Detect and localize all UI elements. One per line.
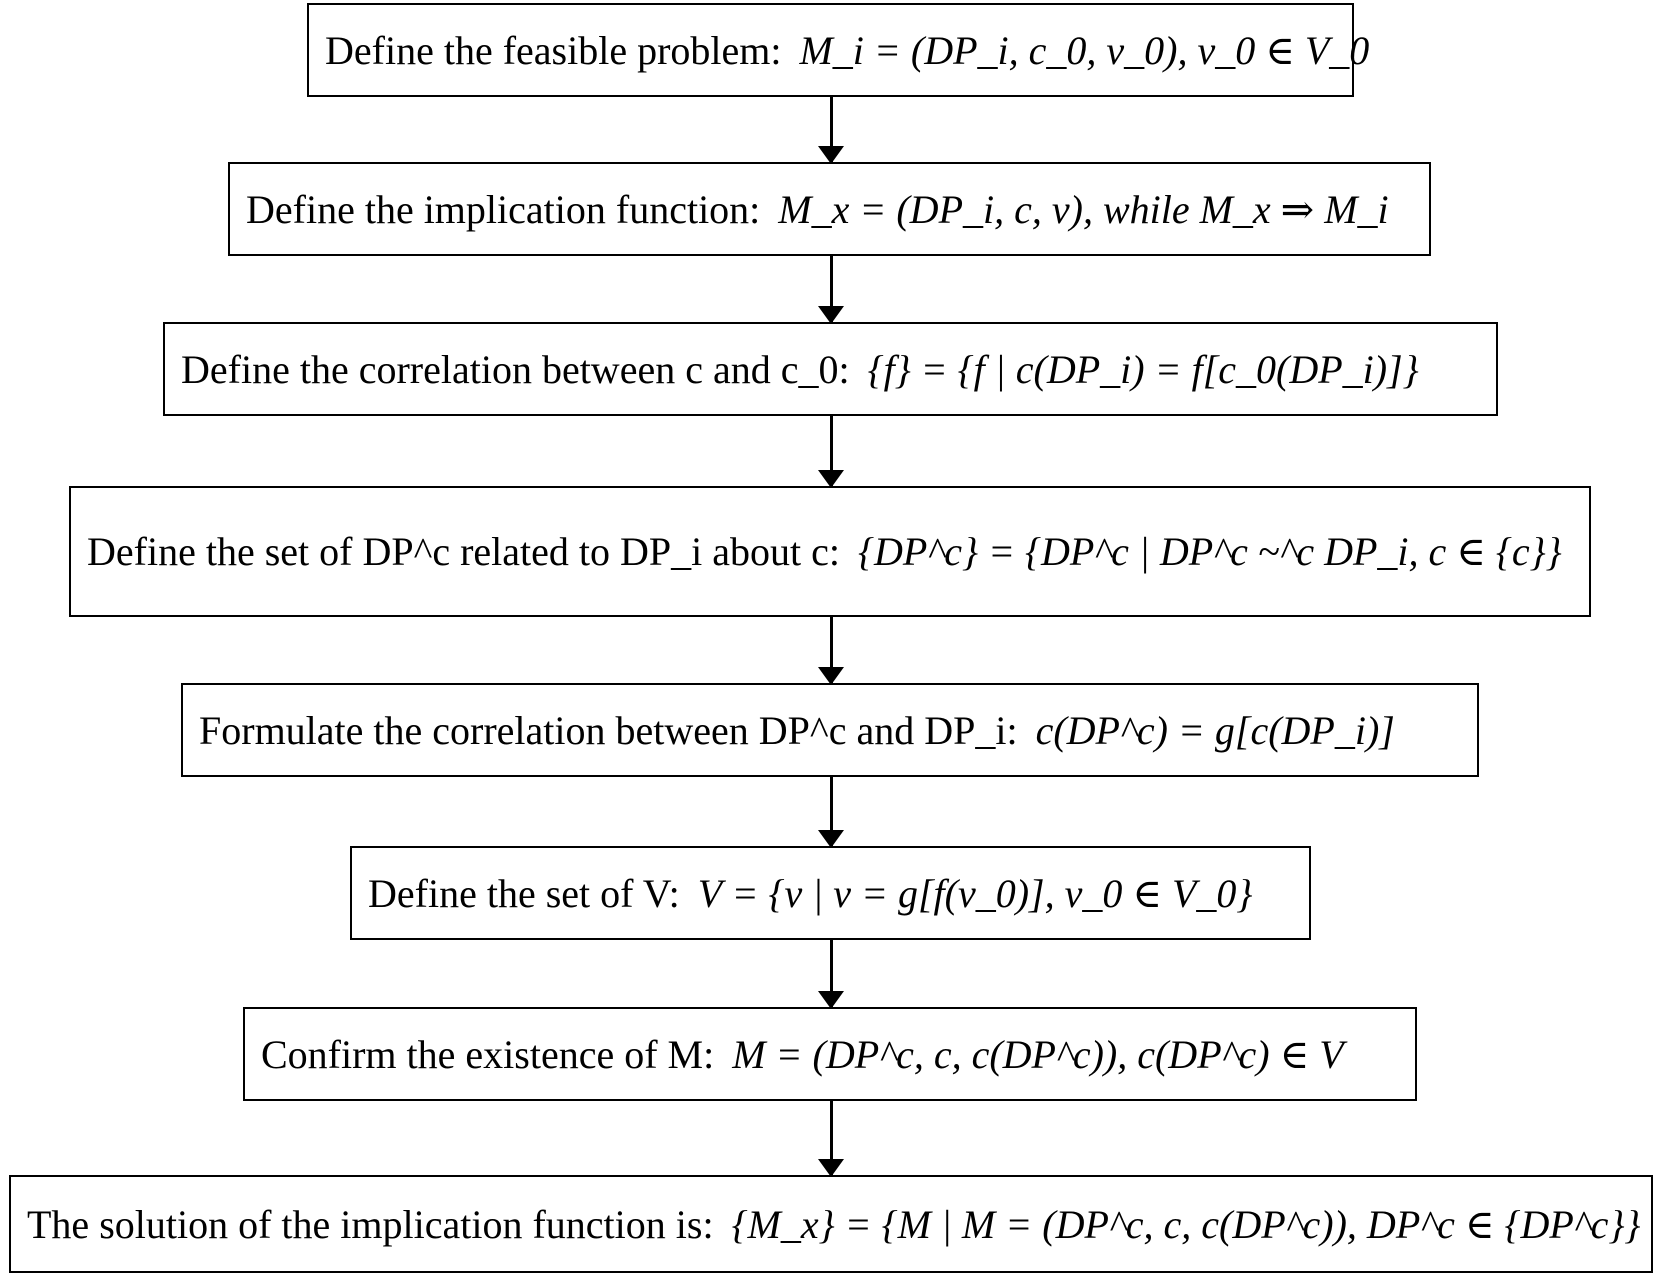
step-formula: M = (DP^c, c, c(DP^c)), c(DP^c) ∈ V	[732, 1031, 1344, 1077]
step-formula: M_i = (DP_i, c_0, v_0), v_0 ∈ V_0	[799, 27, 1370, 73]
step-formula: V = {v | v = g[f(v_0)], v_0 ∈ V_0}	[697, 870, 1253, 916]
step-solution	[9, 1175, 1653, 1273]
step-formula: M_x = (DP_i, c, v), while M_x ⇒ M_i	[778, 186, 1389, 232]
step-label: Define the feasible problem:	[325, 27, 782, 73]
step-label: Define the set of V:	[368, 870, 680, 916]
step-define-set-v	[350, 846, 1311, 940]
step-label: Define the correlation between c and c_0:	[181, 346, 850, 392]
step-define-correlation-c-c0	[163, 322, 1498, 416]
step-define-set-dpc	[69, 486, 1591, 617]
down-arrow	[830, 777, 833, 846]
step-define-feasible-problem	[307, 3, 1370, 97]
down-arrow	[830, 1101, 833, 1175]
down-arrow	[830, 940, 833, 1007]
step-formulate-correlation	[181, 683, 1479, 777]
step-label: Confirm the existence of M:	[261, 1031, 715, 1077]
down-arrow	[830, 97, 833, 162]
step-formula: {M_x} = {M | M = (DP^c, c, c(DP^c)), DP^c ∈ {DP^c}}	[731, 1201, 1641, 1247]
down-arrow	[830, 617, 833, 683]
step-label: Define the set of DP^c related to DP_i about c:	[87, 529, 841, 574]
step-confirm-existence-m	[243, 1007, 1417, 1101]
down-arrow	[830, 256, 833, 322]
step-label: The solution of the implication function is:	[27, 1201, 714, 1247]
down-arrow	[830, 416, 833, 486]
step-define-implication-function	[228, 162, 1431, 256]
step-label: Formulate the correlation between DP^c and DP_i:	[199, 707, 1018, 753]
step-formula: c(DP^c) = g[c(DP_i)]	[1035, 707, 1395, 753]
step-label: Define the implication function:	[246, 186, 761, 232]
step-formula: {f} = {f | c(DP_i) = f[c_0(DP_i)]}	[867, 346, 1419, 392]
step-formula: {DP^c} = {DP^c | DP^c ~^c DP_i, c ∈ {c}}	[858, 529, 1562, 574]
